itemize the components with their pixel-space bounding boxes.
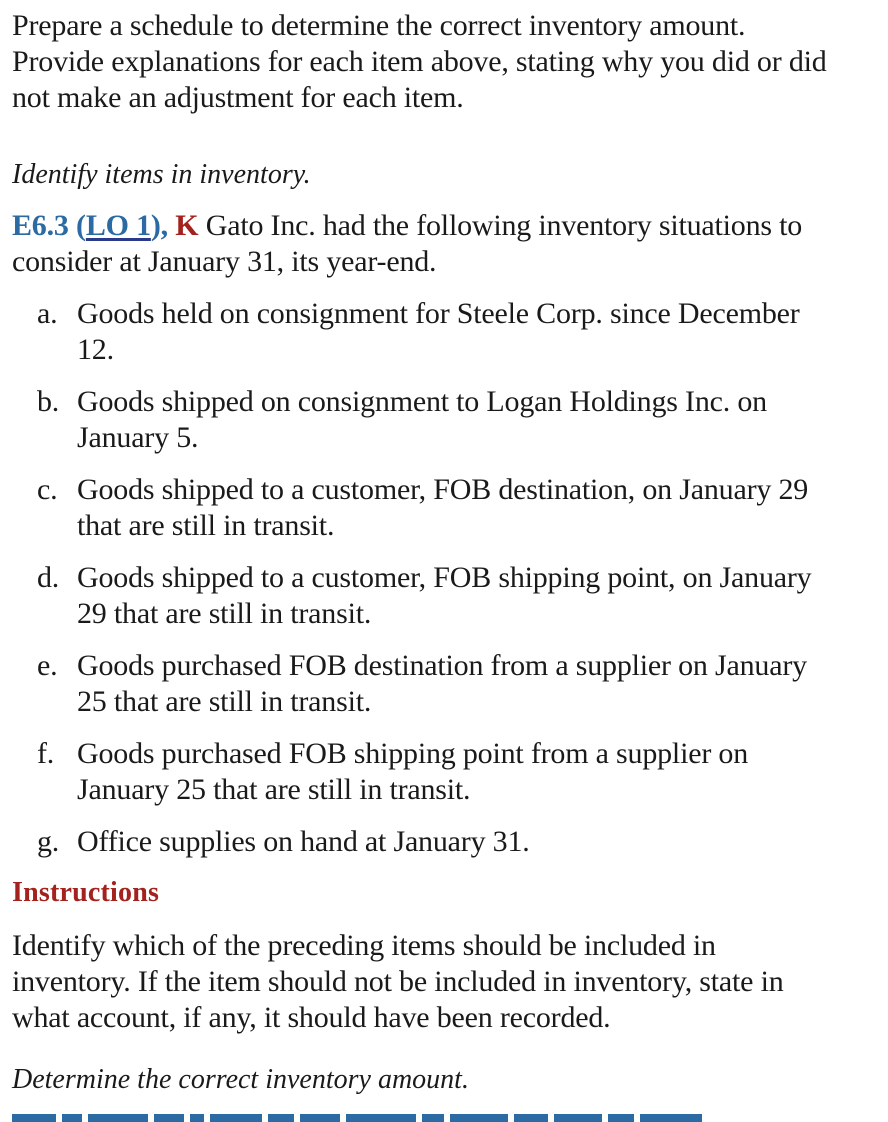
learning-objective-heading: Identify items in inventory.: [12, 159, 311, 190]
instructions-line-3: what account, if any, it should have been recorded.: [12, 1001, 611, 1034]
list-item-g: [12, 824, 884, 860]
exercise-header: [12, 208, 884, 280]
learning-objective-link[interactable]: LO 1: [85, 209, 151, 242]
textbook-page: [12, 8, 884, 1036]
intro-line-3: not make an adjustment for each item.: [12, 81, 464, 114]
item-text-line-2: 12.: [77, 333, 114, 366]
item-text-line-1: Goods shipped to a customer, FOB shipping point, on January: [77, 561, 812, 594]
item-text-line-2: 29 that are still in transit.: [77, 597, 372, 630]
list-item-c: [12, 472, 884, 544]
item-text-line-2: January 25 that are still in transit.: [77, 773, 471, 806]
lo-close-paren: ),: [150, 209, 168, 242]
instructions-heading: Instructions: [12, 877, 160, 908]
exercise-id: E6.3: [12, 209, 69, 242]
list-item-a: [12, 296, 884, 368]
list-item-d: [12, 560, 884, 632]
instructions-line-2: inventory. If the item should not be included in inventory, state in: [12, 965, 784, 998]
instructions-text: [12, 928, 884, 1036]
knowledge-tag: K: [175, 209, 199, 242]
item-letter: c.: [37, 473, 58, 506]
exercise-text-line-1: Gato Inc. had the following inventory situations to: [205, 209, 803, 242]
instructions-line-1: Identify which of the preceding items should be included in: [12, 929, 716, 962]
item-text-line-2: 25 that are still in transit.: [77, 685, 372, 718]
next-exercise-cutoff: [12, 1114, 882, 1122]
item-letter: b.: [37, 385, 60, 418]
learning-objective-heading-2: Determine the correct inventory amount.: [12, 1064, 469, 1095]
intro-line-2: Provide explanations for each item above, stating why you did or did: [12, 45, 827, 78]
item-text-line-1: Goods held on consignment for Steele Corp. since December: [77, 297, 800, 330]
item-letter: f.: [37, 737, 55, 770]
item-text-line-2: January 5.: [77, 421, 199, 454]
item-text-line-2: that are still in transit.: [77, 509, 335, 542]
inventory-situations-list: [12, 296, 884, 860]
item-letter: e.: [37, 649, 58, 682]
item-text-line-1: Goods purchased FOB destination from a supplier on January: [77, 649, 807, 682]
item-letter: d.: [37, 561, 60, 594]
intro-paragraph: [12, 8, 884, 116]
list-item-e: [12, 648, 884, 720]
list-item-b: [12, 384, 884, 456]
exercise-text-line-2: consider at January 31, its year-end.: [12, 245, 437, 278]
item-text-line-1: Office supplies on hand at January 31.: [77, 825, 530, 858]
item-text-line-1: Goods purchased FOB shipping point from a supplier on: [77, 737, 749, 770]
lo-open-paren: (: [76, 209, 86, 242]
intro-line-1: Prepare a schedule to determine the correct inventory amount.: [12, 9, 746, 42]
item-text-line-1: Goods shipped on consignment to Logan Holdings Inc. on: [77, 385, 767, 418]
list-item-f: [12, 736, 884, 808]
item-letter: g.: [37, 825, 60, 858]
item-letter: a.: [37, 297, 58, 330]
item-text-line-1: Goods shipped to a customer, FOB destination, on January 29: [77, 473, 809, 506]
